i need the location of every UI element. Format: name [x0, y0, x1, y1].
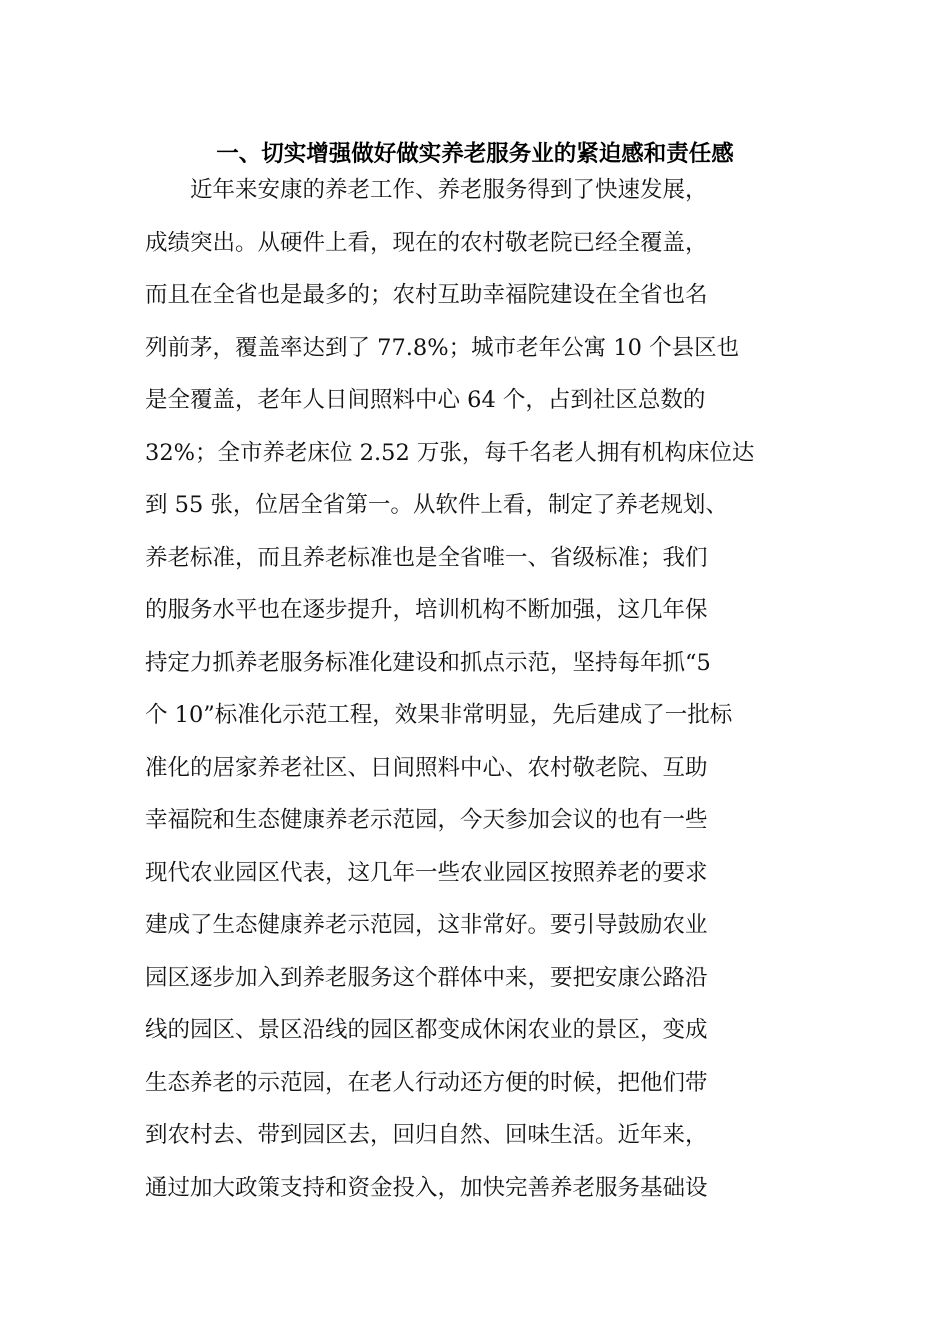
paragraph-line: 到农村去、带到园区去，回归自然、回味生活。近年来， [145, 1122, 708, 1148]
paragraph-line: 通过加大政策支持和资金投入，加快完善养老服务基础设 [145, 1174, 708, 1201]
paragraph-line: 线的园区、景区沿线的园区都变成休闲农业的景区，变成 [145, 1017, 708, 1043]
paragraph-line: 准化的居家养老社区、日间照料中心、农村敬老院、互助 [145, 754, 708, 781]
paragraph-line: 32%；全市养老床位 2.52 万张，每千名老人拥有机构床位达 [145, 439, 755, 466]
paragraph-line: 幸福院和生态健康养老示范园，今天参加会议的也有一些 [145, 807, 708, 833]
paragraph-line: 是全覆盖，老年人日间照料中心 64 个，占到社区总数的 [145, 387, 706, 413]
paragraph-line: 而且在全省也是最多的；农村互助幸福院建设在全省也名 [145, 282, 708, 308]
paragraph-line: 的服务水平也在逐步提升，培训机构不断加强，这几年保 [145, 597, 708, 623]
paragraph-line: 养老标准，而且养老标准也是全省唯一、省级标准；我们 [145, 544, 708, 571]
paragraph-line: 建成了生态健康养老示范园，这非常好。要引导鼓励农业 [145, 912, 708, 938]
paragraph-line: 近年来安康的养老工作、养老服务得到了快速发展， [190, 177, 708, 203]
paragraph-line: 个 10”标准化示范工程，效果非常明显，先后建成了一批标 [145, 702, 733, 728]
paragraph-line: 列前茅，覆盖率达到了 77.8%；城市老年公寓 10 个县区也 [145, 334, 740, 361]
paragraph-line: 园区逐步加入到养老服务这个群体中来，要把安康公路沿 [145, 964, 708, 991]
section-heading: 一、切实增强做好做实养老服务业的紧迫感和责任感 [216, 141, 734, 167]
paragraph-line: 现代农业园区代表，这几年一些农业园区按照养老的要求 [145, 859, 708, 886]
body-paragraph [145, 164, 805, 1214]
paragraph-line: 生态养老的示范园，在老人行动还方便的时候，把他们带 [145, 1069, 708, 1096]
paragraph-line: 成绩突出。从硬件上看，现在的农村敬老院已经全覆盖， [145, 229, 708, 256]
paragraph-line: 到 55 张，位居全省第一。从软件上看，制定了养老规划、 [145, 492, 728, 518]
paragraph-line: 持定力抓养老服务标准化建设和抓点示范，坚持每年抓“5 [145, 649, 711, 676]
